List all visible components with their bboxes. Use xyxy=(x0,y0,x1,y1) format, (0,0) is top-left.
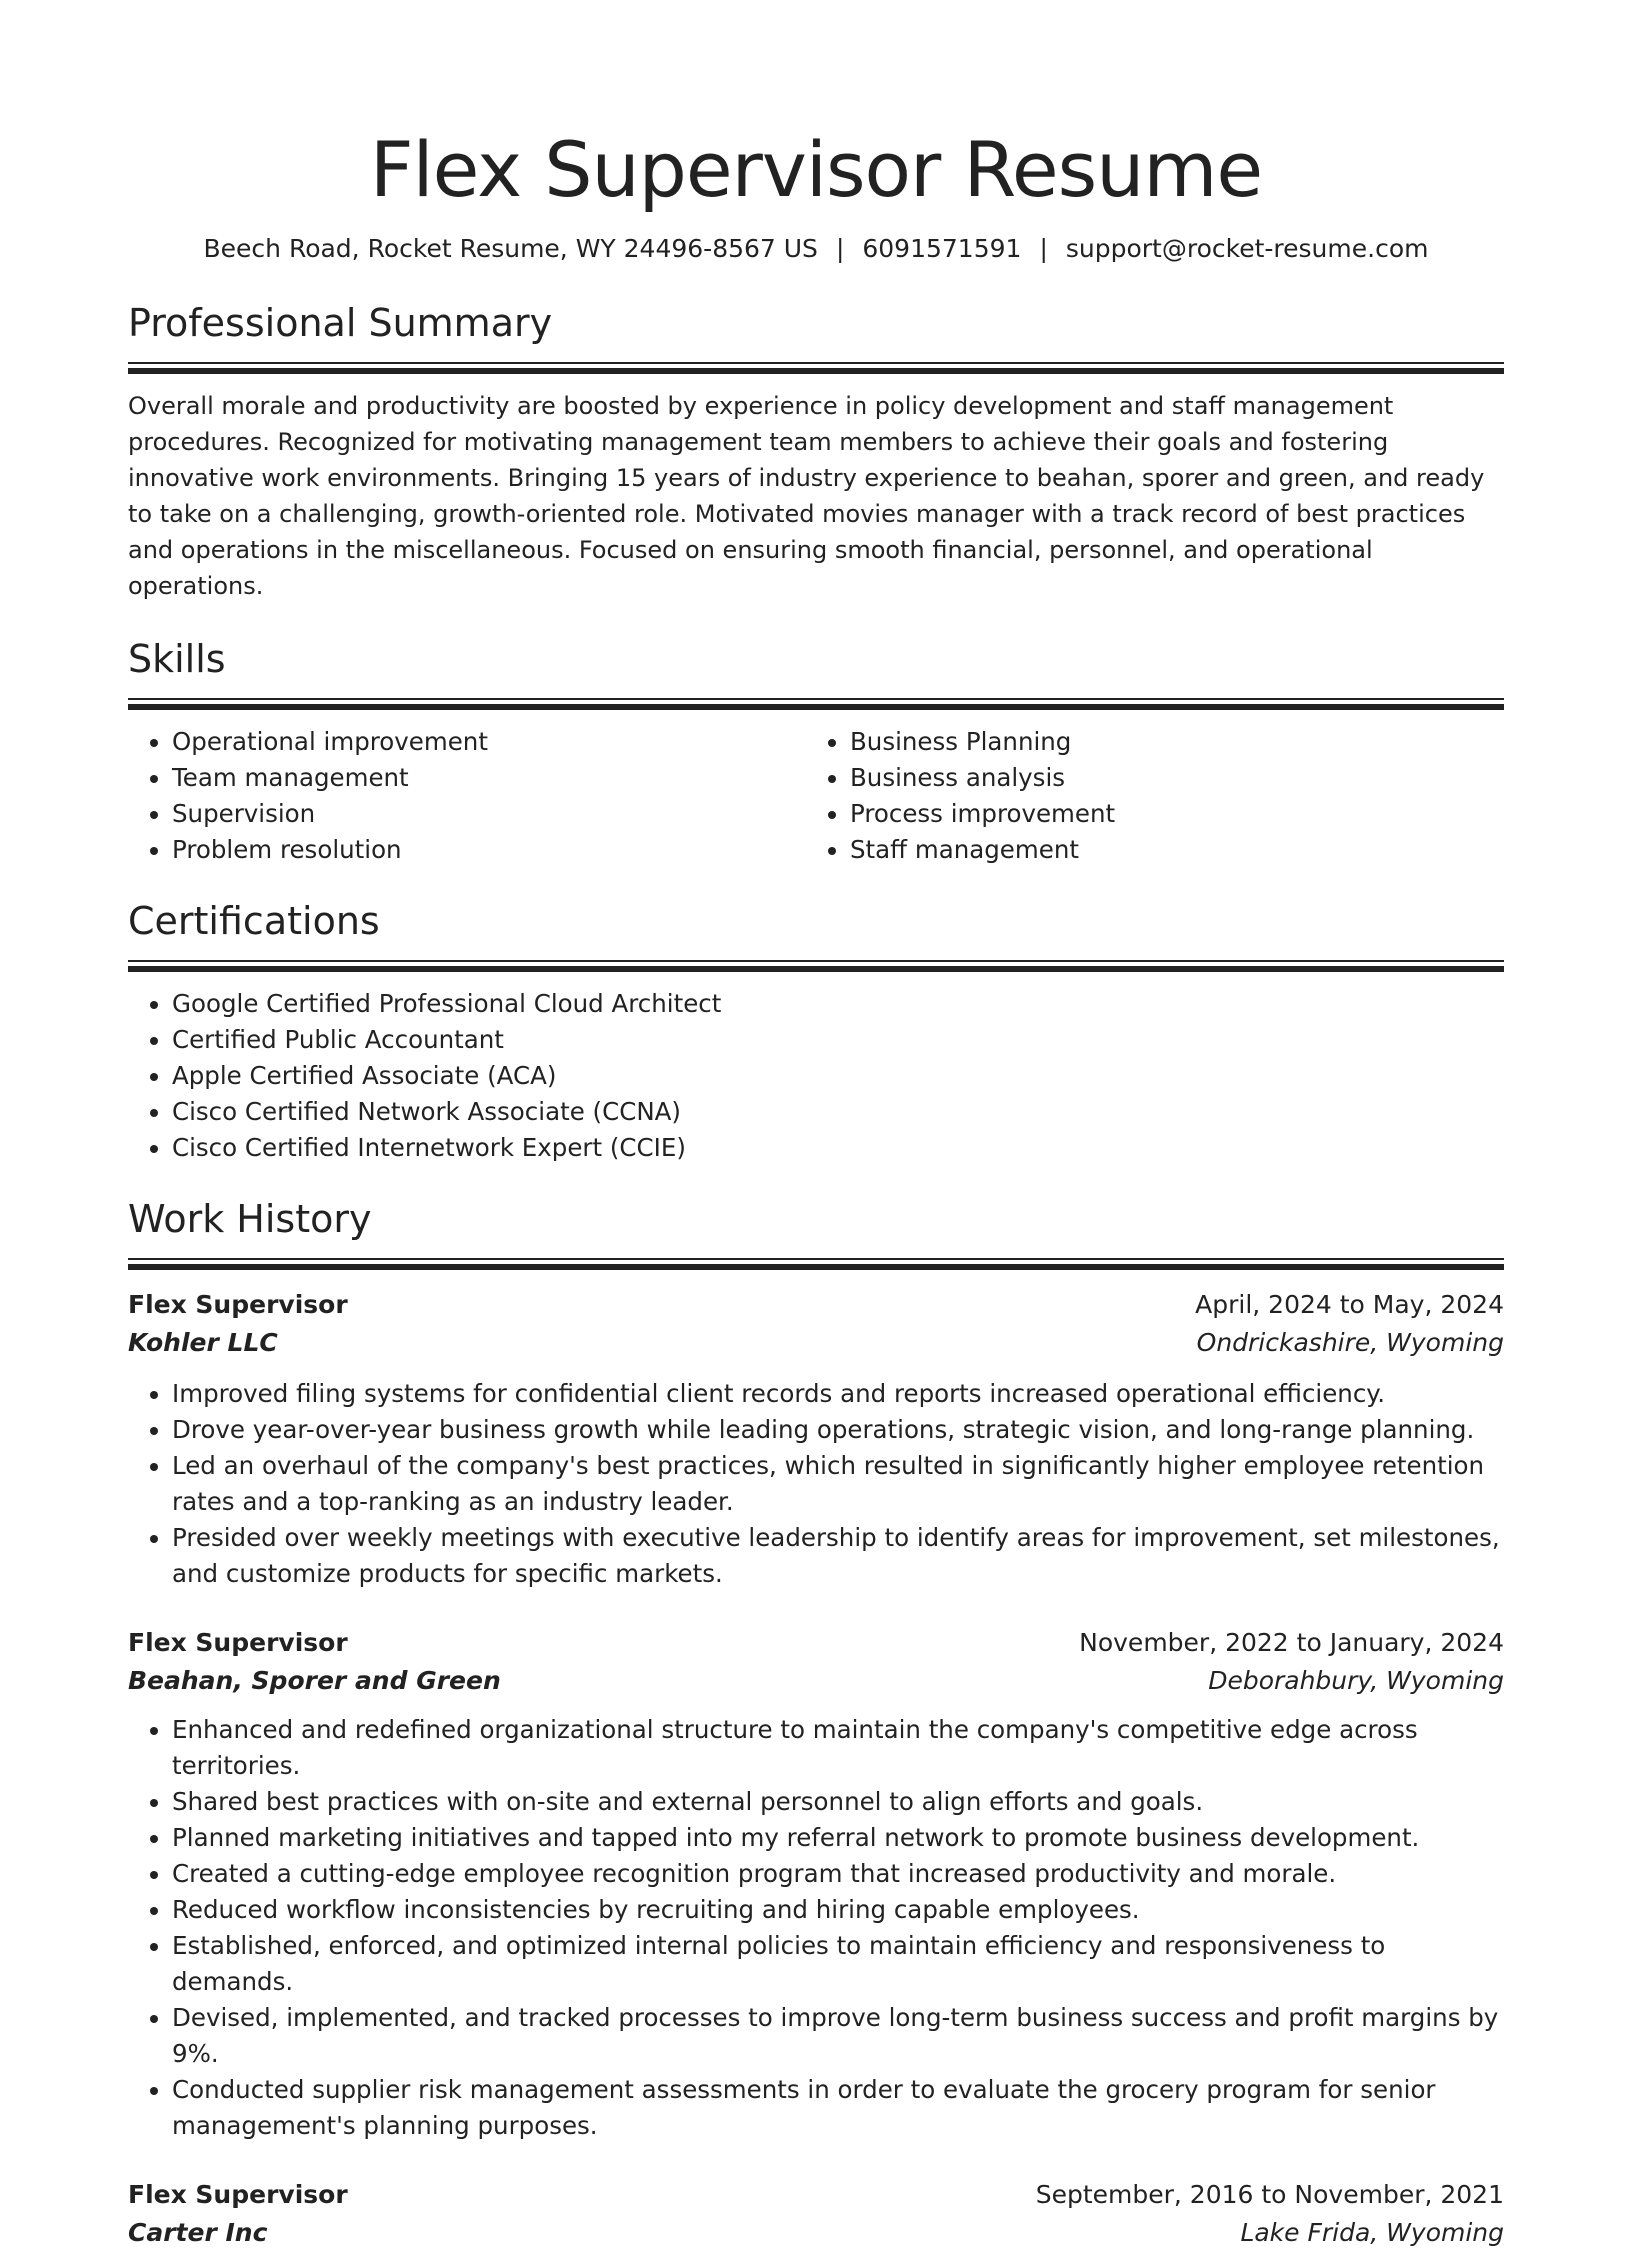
certification-item: • Cisco Certified Internetwork Expert (CCIE) xyxy=(172,1130,1504,1166)
certification-item: • Certified Public Accountant xyxy=(172,1022,1504,1058)
contact-separator: | xyxy=(1039,234,1048,263)
job-bullet: • Conducted supplier risk management assessments in order to evaluate the grocery program for senior management's planning purposes. xyxy=(172,2072,1504,2144)
job-title: Flex Supervisor xyxy=(128,1290,348,1319)
job-dates: September, 2016 to November, 2021 xyxy=(1035,2180,1504,2209)
skill-item: • Process improvement xyxy=(850,796,1484,832)
contact-email[interactable]: support@rocket-resume.com xyxy=(1065,234,1429,263)
resume-page xyxy=(128,120,1504,2252)
job-entry xyxy=(128,2176,1504,2252)
summary-text: Overall morale and productivity are boosted by experience in policy development and staff management procedures. Recognized for motivating management team members to achieve their goals and fostering innovative work environments. Bringing 15 years of industry experience to beahan, sporer and green, and ready to take on a challenging, growth-oriented role. Motivated movies manager with a track record of best practices and operations in the miscellaneous. Focused on ensuring smooth financial, personnel, and operational operations. xyxy=(128,392,1485,600)
skill-item: • Team management xyxy=(172,760,806,796)
job-bullet: • Devised, implemented, and tracked processes to improve long-term business success and profit margins by 9%. xyxy=(172,2000,1504,2072)
skills-column-left xyxy=(128,724,806,868)
contact-phone: 6091571591 xyxy=(862,234,1022,263)
skill-item: • Business Planning xyxy=(850,724,1484,760)
summary-section xyxy=(128,298,1504,604)
job-title: Flex Supervisor xyxy=(128,1628,348,1657)
section-heading-certifications: Certifications xyxy=(128,899,380,943)
skills-grid xyxy=(128,724,1504,868)
skill-item: • Supervision xyxy=(172,796,806,832)
job-location: Lake Frida, Wyoming xyxy=(1240,2218,1504,2247)
job-header xyxy=(128,1286,1504,1324)
contact-separator: | xyxy=(835,234,845,263)
job-bullet: • Drove year-over-year business growth while leading operations, strategic vision, and long-range planning. xyxy=(172,1412,1504,1448)
job-subheader xyxy=(128,1662,1504,1700)
job-subheader xyxy=(128,2214,1504,2252)
job-bullet: • Enhanced and redefined organizational structure to maintain the company's competitive edge across territories. xyxy=(172,1712,1504,1784)
job-company: Beahan, Sporer and Green xyxy=(128,1666,501,1695)
job-entry xyxy=(128,1624,1504,2144)
job-location: Ondrickashire, Wyoming xyxy=(1196,1328,1504,1357)
section-divider xyxy=(128,362,1504,374)
job-company: Carter Inc xyxy=(128,2218,268,2247)
job-header xyxy=(128,2176,1504,2214)
contact-line xyxy=(128,232,1504,266)
job-bullet: • Created a cutting-edge employee recognition program that increased productivity and morale. xyxy=(172,1856,1504,1892)
section-divider xyxy=(128,960,1504,972)
job-title: Flex Supervisor xyxy=(128,2180,348,2209)
job-bullet: • Led an overhaul of the company's best practices, which resulted in significantly higher employee retention rates and a top-ranking as an industry leader. xyxy=(172,1448,1504,1520)
certifications-section xyxy=(128,896,1504,1166)
job-bullet: • Shared best practices with on-site and external personnel to align efforts and goals. xyxy=(172,1784,1504,1820)
skill-item: • Business analysis xyxy=(850,760,1484,796)
skills-column-right xyxy=(806,724,1484,868)
certification-item: • Google Certified Professional Cloud Architect xyxy=(172,986,1504,1022)
job-entry xyxy=(128,1286,1504,1592)
section-heading-work-history: Work History xyxy=(128,1197,372,1241)
job-company: Kohler LLC xyxy=(128,1328,278,1357)
job-bullets xyxy=(128,1712,1504,2144)
resume-title: Flex Supervisor Resume xyxy=(369,125,1263,214)
job-bullet: • Established, enforced, and optimized internal policies to maintain efficiency and responsiveness to demands. xyxy=(172,1928,1504,2000)
certification-item: • Cisco Certified Network Associate (CCNA) xyxy=(172,1094,1504,1130)
job-bullet: • Presided over weekly meetings with executive leadership to identify areas for improvement, set milestones, and customize products for specific markets. xyxy=(172,1520,1504,1592)
skill-item: • Operational improvement xyxy=(172,724,806,760)
skill-item: • Problem resolution xyxy=(172,832,806,868)
job-dates: April, 2024 to May, 2024 xyxy=(1195,1290,1504,1319)
job-bullet: • Reduced workflow inconsistencies by recruiting and hiring capable employees. xyxy=(172,1892,1504,1928)
certification-item: • Apple Certified Associate (ACA) xyxy=(172,1058,1504,1094)
job-bullet: • Improved filing systems for confidential client records and reports increased operational efficiency. xyxy=(172,1376,1504,1412)
job-bullets xyxy=(128,1376,1504,1592)
certifications-list xyxy=(128,986,1504,1166)
section-heading-skills: Skills xyxy=(128,637,226,681)
skill-item: • Staff management xyxy=(850,832,1484,868)
job-header xyxy=(128,1624,1504,1662)
contact-address: Beech Road, Rocket Resume, WY 24496-8567 US xyxy=(203,234,818,263)
job-dates: November, 2022 to January, 2024 xyxy=(1079,1628,1504,1657)
job-subheader xyxy=(128,1324,1504,1362)
section-divider xyxy=(128,1258,1504,1270)
work-history-section xyxy=(128,1194,1504,2252)
job-location: Deborahbury, Wyoming xyxy=(1208,1666,1504,1695)
section-divider xyxy=(128,698,1504,710)
job-bullet: • Planned marketing initiatives and tapped into my referral network to promote business development. xyxy=(172,1820,1504,1856)
skills-section xyxy=(128,634,1504,868)
section-heading-summary: Professional Summary xyxy=(128,301,553,345)
